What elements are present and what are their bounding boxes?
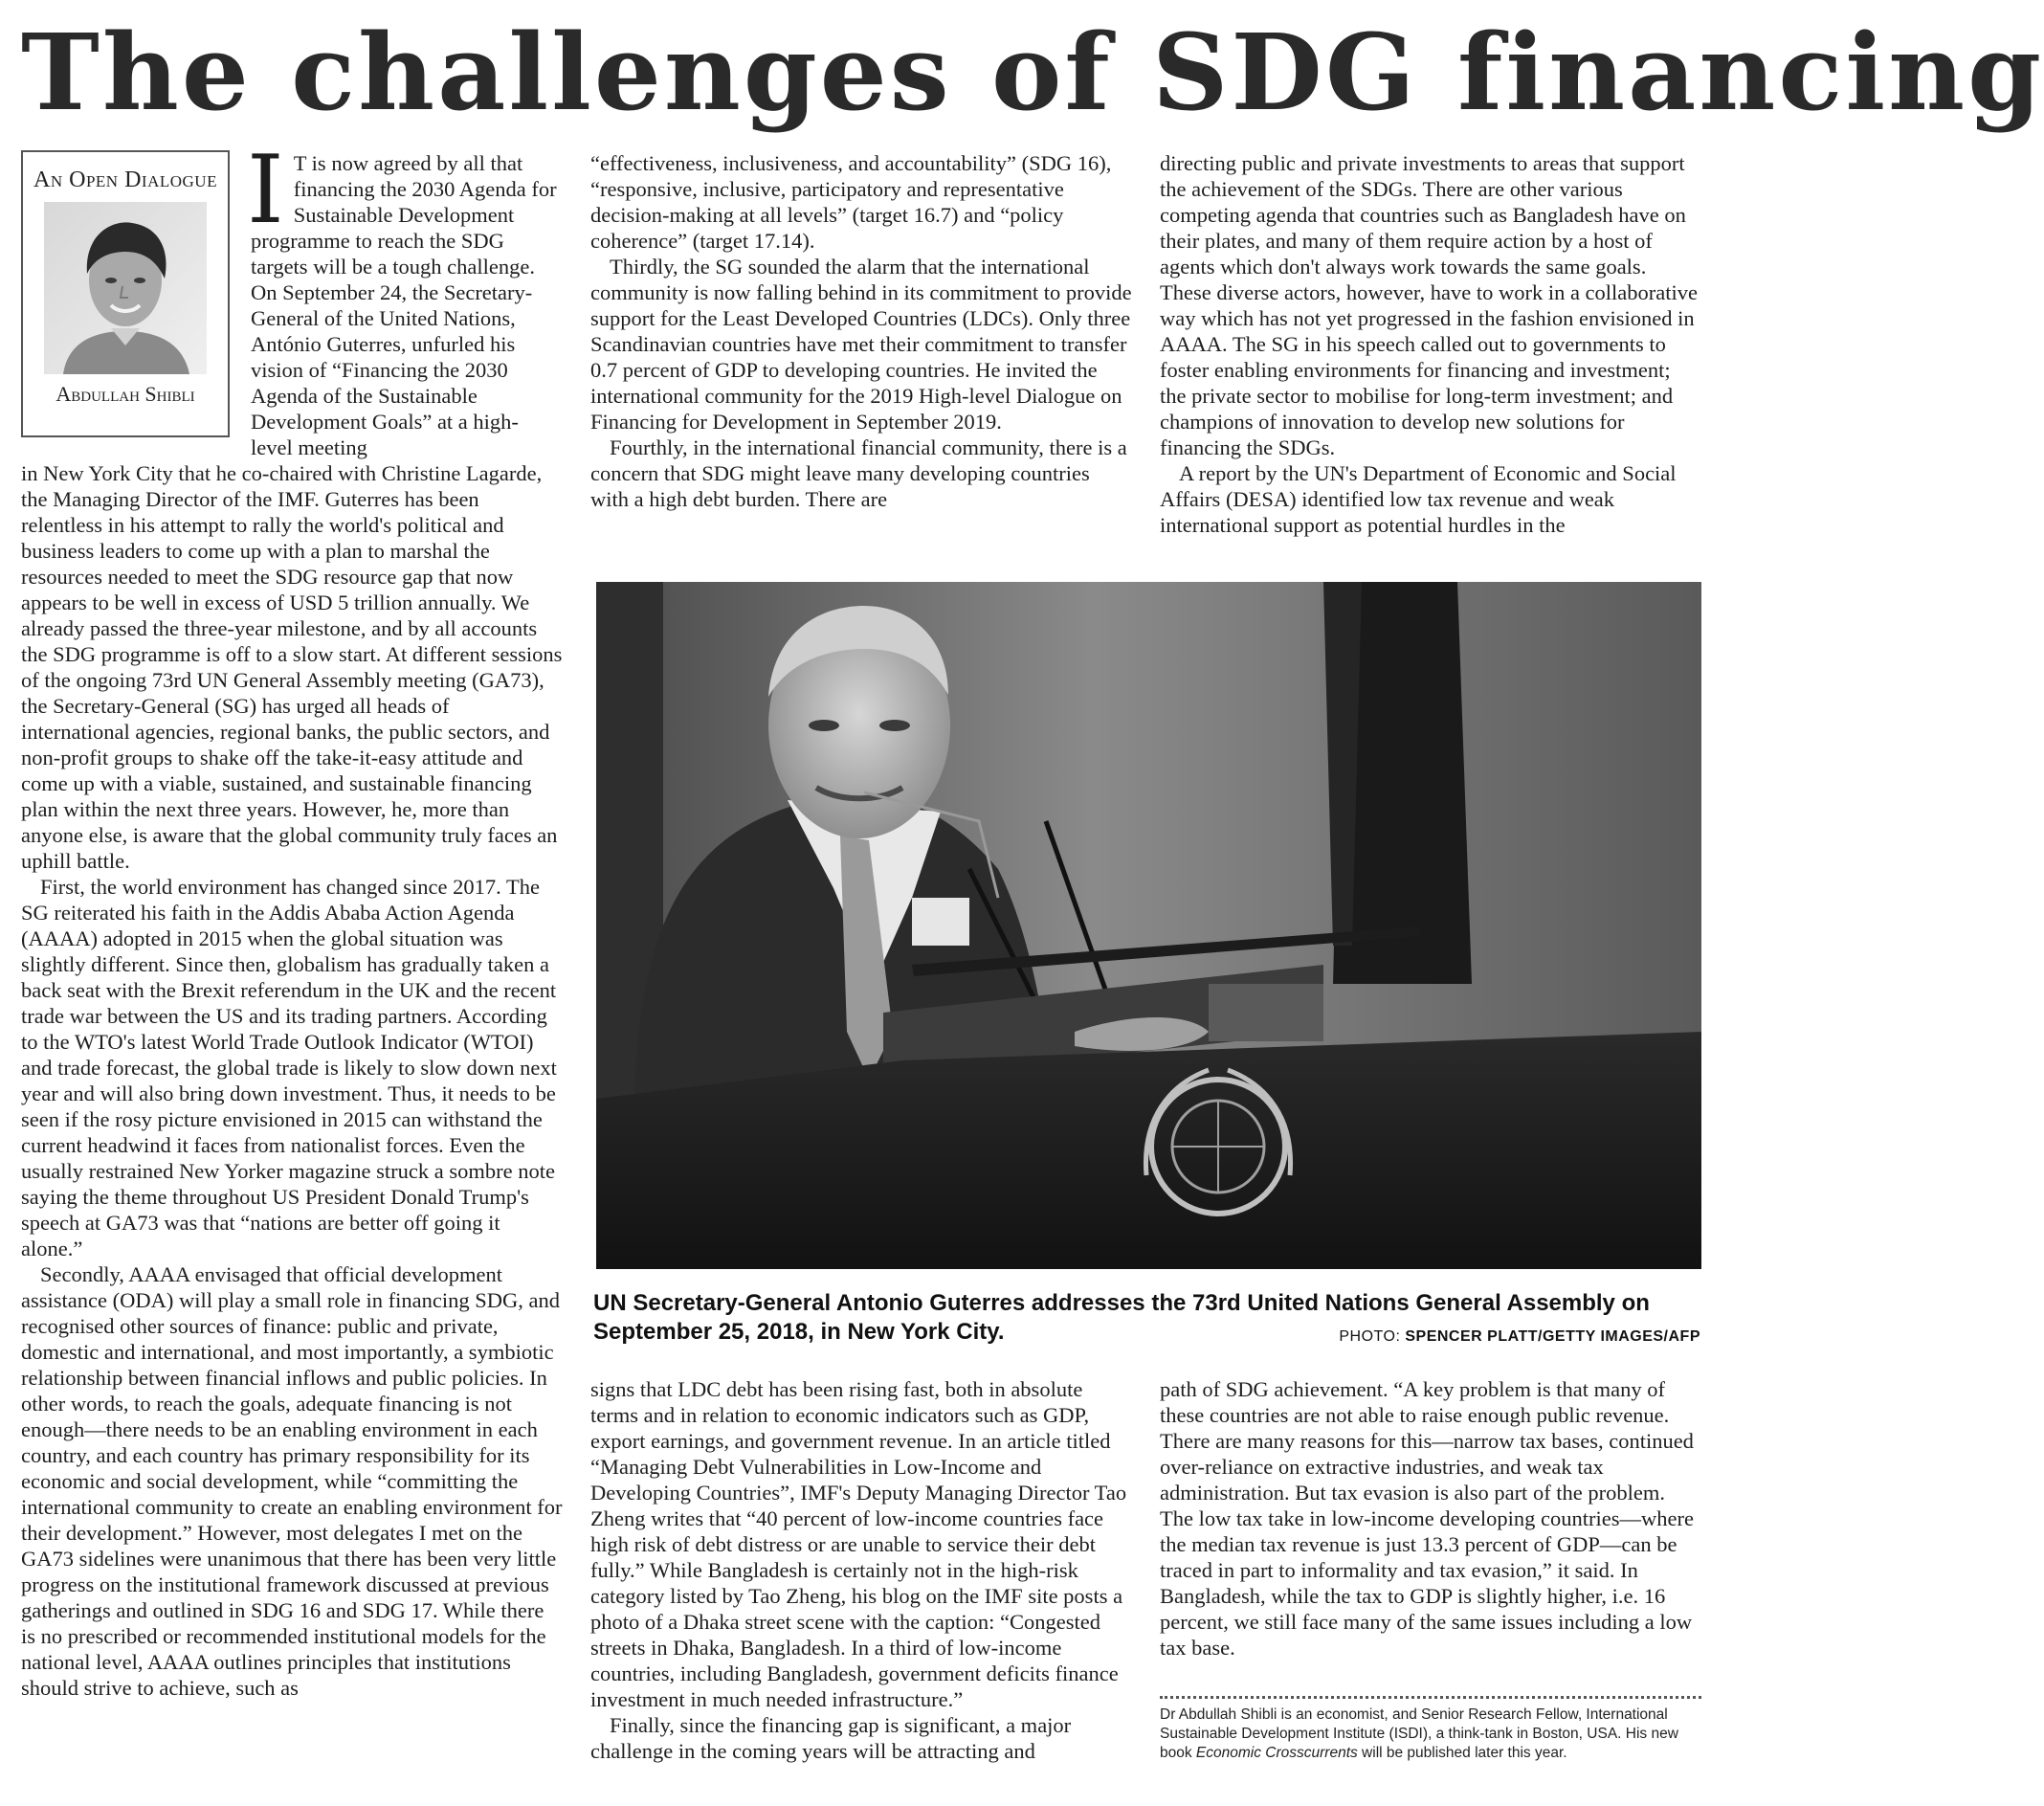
- photo-credit: [1339, 1328, 1700, 1346]
- photo-caption: UN Secretary-General Antonio Guterres addresses the 73rd United Nations General Assembly on September 25, 2018, in New York City.: [593, 1290, 1650, 1345]
- article-paragraph: Thirdly, the SG sounded the alarm that the international community is now falling behind in its commitment to provide support for the Least Developed Countries (LDCs). Only three Scandinavian countries have met their commitment to transfer 0.7 percent of GDP to developing countries. He invited the international community for the 2019 High-level Dialogue on Financing for Development in September 2019.: [590, 255, 1132, 434]
- article-column-2-bottom: [590, 1376, 1132, 1764]
- article-paragraph: Secondly, AAAA envisaged that official development assistance (ODA) will play a small role in financing SDG, and recognised other sources of finance: public and private, domestic and international, and most importantly, a symbiotic relationship between financial inflows and public policies. In other words, to reach the goals, adequate financing is not enough—there needs to be an enabling environment in each country, and each country has primary responsibility for its economic and social development, while “committing the international community to create an enabling environment for their development.” However, most delegates I met on the GA73 sidelines were unanimous that there has been very little progress on the institutional framework discussed at previous gatherings and outlined in SDG 16 and SDG 17. While there is no prescribed or recommended institutional models for the national level, AAAA outlines principles that institutions should strive to achieve, such as: [21, 1262, 563, 1700]
- headline: The challenges of SDG financing: [21, 11, 2044, 134]
- bio-text-after: will be published later this year.: [1357, 1745, 1567, 1761]
- article-paragraph: signs that LDC debt has been rising fast, both in absolute terms and in relation to economic indicators such as GDP, export earnings, and government revenue. In an article titled “Managing Debt Vulnerabilities in Low-Income and Developing Countries”, IMF's Deputy Managing Director Tao Zheng writes that “40 percent of low-income countries face high risk of debt distress or are unable to service their debt fully.” While Bangladesh is certainly not in the high-risk category listed by Tao Zheng, his blog on the IMF site posts a photo of a Dhaka street scene with the caption: “Congested streets in Dhaka, Bangladesh. In a third of low-income countries, including Bangladesh, government deficits finance investment in much needed infrastructure.”: [590, 1377, 1127, 1711]
- article-paragraph: “effectiveness, inclusiveness, and accountability” (SDG 16), “responsive, inclusive, participatory and representative decision-making at all levels” (target 16.7) and “policy coherence” (target 17.14).: [590, 151, 1112, 253]
- article-paragraph: path of SDG achievement. “A key problem is that many of these countries are not able to raise enough public revenue. There are many reasons for this—narrow tax bases, continued over-reliance on extractive industries, and weak tax administration. But tax evasion is also part of the problem. The low tax take in low-income developing countries—where the median tax revenue is just 13.3 percent of GDP—can be traced in part to informality and tax evasion,” it said. In Bangladesh, while the tax to GDP is slightly higher, i.e. 16 percent, we still face many of the same issues including a low tax base.: [1160, 1377, 1694, 1660]
- author-bio: [1160, 1706, 1701, 1763]
- article-column-3-bottom: [1160, 1376, 1701, 1661]
- article-paragraph: A report by the UN's Department of Economic and Social Affairs (DESA) identified low tax revenue and weak international support as potential hurdles in the: [1160, 461, 1677, 537]
- bio-book-title: Economic Crosscurrents: [1195, 1745, 1358, 1761]
- article-column-1: [21, 460, 563, 1701]
- lead-text: T is now agreed by all that financing the 2030 Agenda for Sustainable Development programme to reach the SDG targets will be a tough challenge. On September 24, the Secretary-General of the United Nations, António Guterres, unfurled his vision of “Financing the 2030 Agenda of the Sustainable Development Goals” at a high-level meeting: [251, 151, 557, 459]
- article-paragraph: Fourthly, in the international financial community, there is a concern that SDG might leave many developing countries with a high debt burden. There are: [590, 435, 1127, 511]
- photo-credit-label: PHOTO:: [1339, 1328, 1401, 1345]
- article-paragraph: Finally, since the financing gap is significant, a major challenge in the coming years will be attracting and: [590, 1713, 1072, 1763]
- article-paragraph: First, the world environment has changed since 2017. The SG reiterated his faith in the Addis Ababa Action Agenda (AAAA) adopted in 2015 when the global situation was slightly different. Since then, globalism has gradually taken a back seat with the Brexit referendum in the UK and the recent trade war between the US and its trading partners. According to the WTO's latest World Trade Outlook Indicator (WTOI) and trade forecast, the global trade is likely to slow down next year and will also bring down investment. Thus, it needs to be seen if the rosy picture envisioned in 2015 can withstand the current headwind it faces from nationalist forces. Even the usually restrained New Yorker magazine struck a sombre note saying the theme throughout US President Donald Trump's speech at GA73 was that “nations are better off going it alone.”: [21, 875, 557, 1260]
- bio-text-before: Dr Abdullah Shibli is an economist, and Senior Research Fellow, International Sustainable Development Institute (ISDI), a think-tank in Boston, USA. His new book: [1160, 1706, 1678, 1761]
- article-column-2-top: [590, 150, 1132, 512]
- article-column-1-top: [247, 136, 557, 460]
- article-paragraph: in New York City that he co-chaired with Christine Lagarde, the Managing Director of the IMF. Guterres has been relentless in his attempt to rally the world's political and business leaders to come up with a plan to marshal the resources needed to meet the SDG resource gap that now appears to be well in excess of USD 5 trillion annually. We already passed the three-year milestone, and by all accounts the SDG programme is off to a slow start. At different sessions of the ongoing 73rd UN General Assembly meeting (GA73), the Secretary-General (SG) has urged all heads of international agencies, regional banks, the public sectors, and non-profit groups to shake off the take-it-easy attitude and come up with a viable, sustained, and sustainable financing plan within the next three years. However, he, more than anyone else, is aware that the global community truly faces an uphill battle.: [21, 461, 563, 873]
- photo-illustration: [596, 582, 1701, 1269]
- column-name: An Open Dialogue: [33, 167, 217, 192]
- article-lead-paragraph: [247, 136, 557, 460]
- news-photo: [596, 582, 1701, 1269]
- author-portrait: [44, 202, 207, 374]
- photo-credit-source: SPENCER PLATT/GETTY IMAGES/AFP: [1405, 1328, 1700, 1345]
- drop-cap: I: [247, 136, 284, 245]
- byline-box: [21, 150, 230, 437]
- article-column-3-top: [1160, 150, 1701, 538]
- article-paragraph: directing public and private investments to areas that support the achievement of the SDGs. There are other various competing agenda that countries such as Bangladesh have on their plates, and many of them require action by a host of agents which don't always work towards the same goals. These diverse actors, however, have to work in a collaborative way which has not yet progressed in the fashion envisioned in AAAA. The SG in his speech called out to governments to foster enabling environments for financing and investment; the private sector to mobilise for long-term investment; and champions of innovation to develop new solutions for financing the SDGs.: [1160, 151, 1699, 459]
- author-name: Abdullah Shibli: [56, 382, 195, 406]
- bio-divider: [1160, 1696, 1701, 1699]
